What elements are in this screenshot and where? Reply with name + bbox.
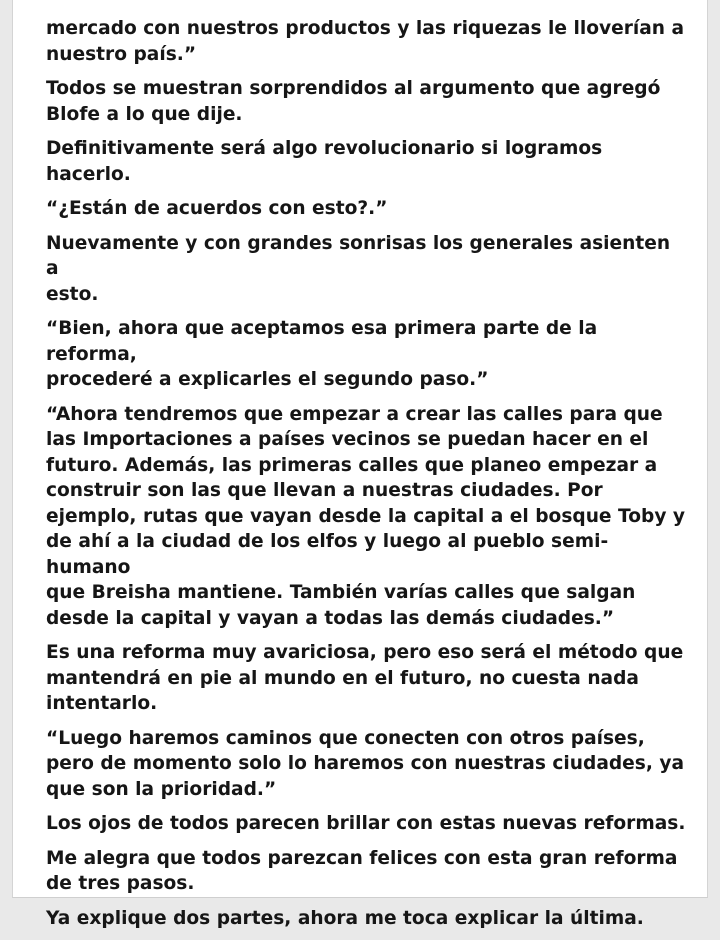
document-body [46, 16, 686, 940]
paragraph: Los ojos de todos parecen brillar con estas nuevas reformas. [46, 813, 686, 834]
paragraph: “Bien, ahora que aceptamos esa primera parte de la reforma, procederé a explicarles el segundo paso.” [46, 318, 598, 390]
paragraph: Es una reforma muy avariciosa, pero eso será el método que mantendrá en pie al mundo en el futuro, no cuesta nada intentarlo. [46, 642, 684, 714]
paragraph: “Luego haremos caminos que conecten con otros países, pero de momento solo lo haremos con nuestras ciudades, ya que son la prioridad.” [46, 727, 685, 800]
paragraph: Ya explique dos partes, ahora me toca explicar la última. [46, 907, 644, 929]
document-page [12, 0, 708, 929]
paragraph: “Ahora tendremos que empezar a crear las calles para que las Importaciones a países vecinos se puedan hacer en el futuro. Además, las primeras calles que planeo empezar a construir son las que llevan a nuestras ciudades. Por ejemplo, rutas que vayan desde la capital a el bosque Toby y de ahí a la ciudad de los elfos y luego al pueblo semi-humano que Breisha mantiene. También varías calles que salgan desde la capital y vayan a todas las demás ciudades.” [46, 403, 686, 629]
paragraph: “¿Están de acuerdos con esto?.” [46, 198, 388, 219]
paragraph: Nuevamente y con grandes sonrisas los generales asienten a esto. [46, 232, 671, 305]
paragraph: Definitivamente será algo revolucionario si logramos hacerlo. [46, 138, 603, 185]
paragraph: Todos se muestran sorprendidos al argumento que agregó Blofe a lo que dije. [46, 78, 661, 125]
paragraph: mercado con nuestros productos y las riquezas le lloverían a nuestro país.” [46, 18, 685, 65]
paragraph: Me alegra que todos parezcan felices con esta gran reforma de tres pasos. [46, 847, 678, 894]
